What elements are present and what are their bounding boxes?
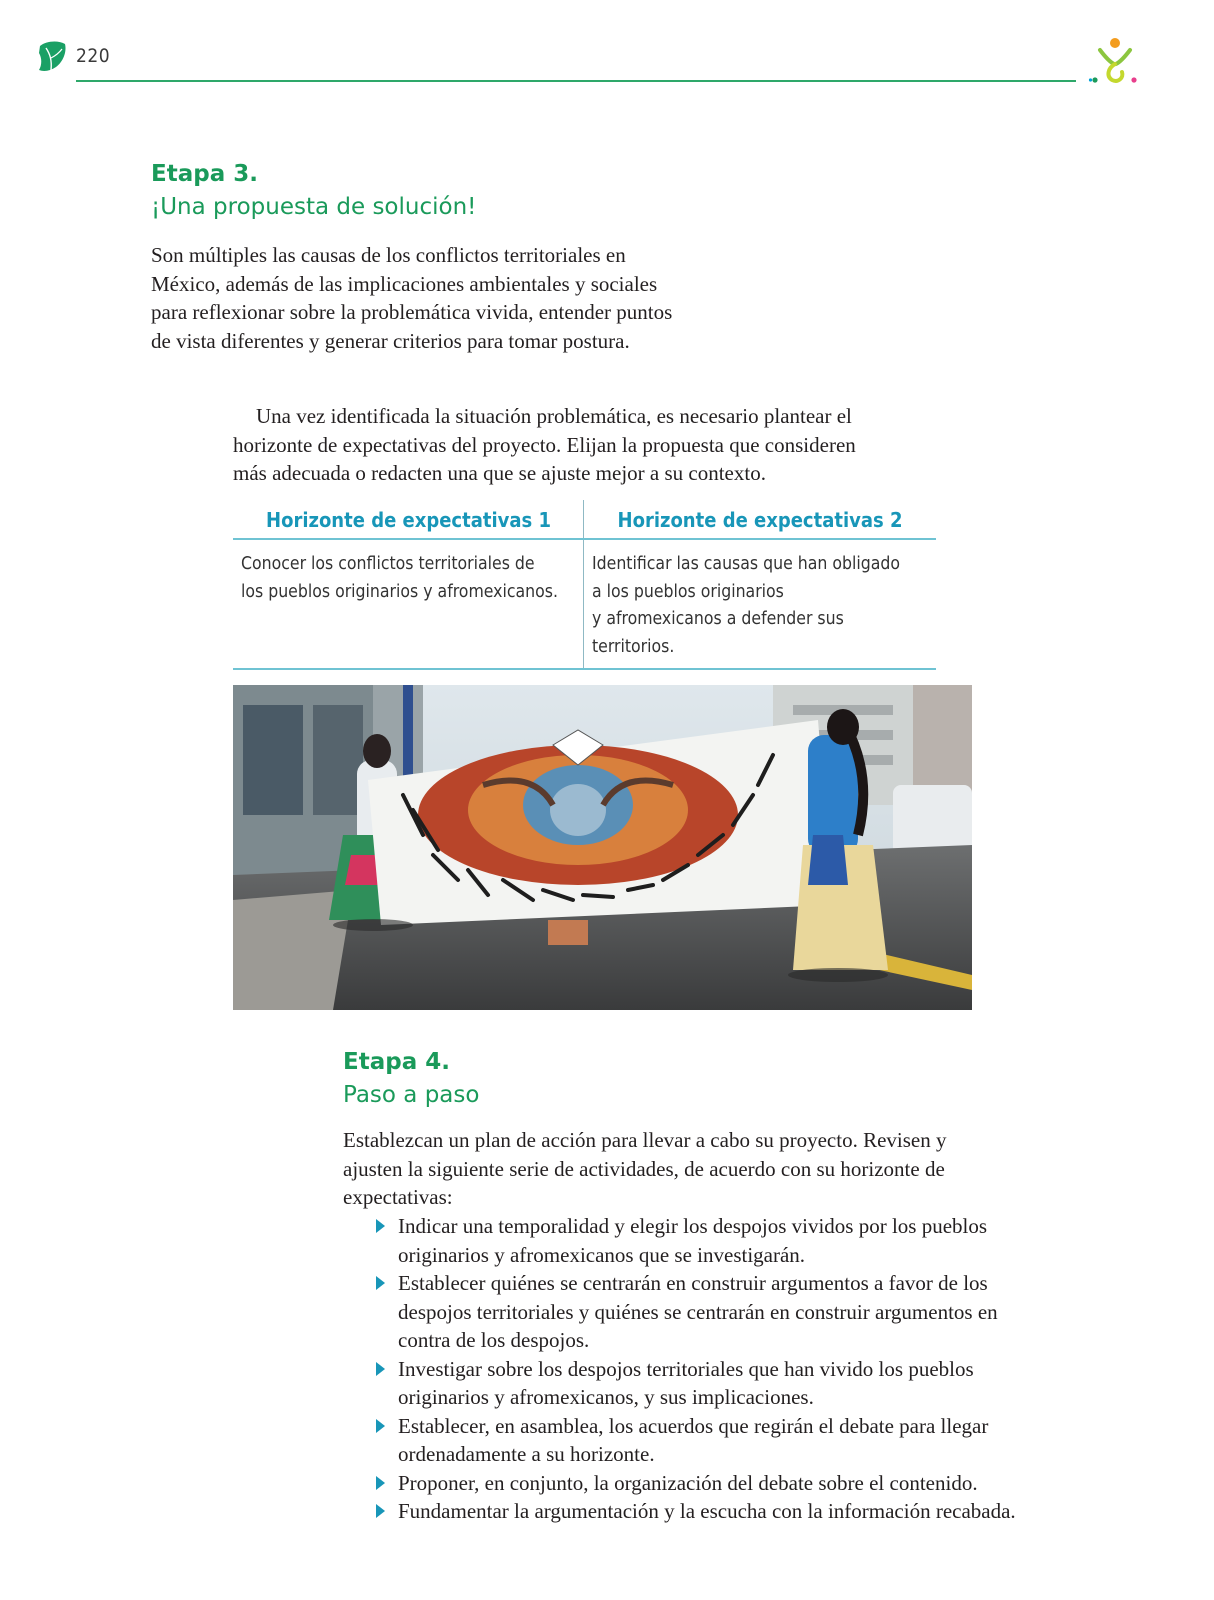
text-line: Proponer, en conjunto, la organización del debate sobre el contenido. bbox=[398, 1470, 978, 1495]
text-line: ajusten la siguiente serie de actividades, de acuerdo con su horizonte de bbox=[343, 1156, 945, 1181]
text-line: Fundamentar la argumentación y la escucha con la información recabada. bbox=[398, 1499, 1016, 1523]
page-number: 220 bbox=[76, 45, 111, 67]
text-line: Una vez identificada la situación problemática, es necesario plantear el bbox=[256, 404, 852, 428]
text-line: Investigar sobre los despojos territoriales que han vivido los pueblos bbox=[398, 1356, 974, 1381]
stage3-label: Etapa 3. bbox=[151, 161, 258, 187]
list-item bbox=[376, 1497, 1036, 1526]
text-line: expectativas: bbox=[343, 1185, 453, 1209]
text-line: y afromexicanos a defender sus bbox=[592, 609, 844, 629]
wixarika-banner-photo bbox=[233, 685, 972, 1010]
text-line: horizonte de expectativas del proyecto. Elijan la propuesta que consideren bbox=[233, 432, 856, 457]
table-bottom-rule bbox=[233, 668, 936, 670]
stage3-subtitle: ¡Una propuesta de solución! bbox=[151, 194, 477, 220]
expectations-table bbox=[233, 498, 936, 670]
page-header bbox=[0, 0, 1214, 100]
text-line: Son múltiples las causas de los conflictos territoriales en bbox=[151, 243, 626, 267]
stage3-intro bbox=[151, 241, 771, 355]
text-line: Establecer, en asamblea, los acuerdos que regirán el debate para llegar bbox=[398, 1413, 989, 1438]
bullet-arrow-icon bbox=[376, 1362, 385, 1376]
text-line: Establezcan un plan de acción para llevar a cabo su proyecto. Revisen y bbox=[343, 1128, 947, 1152]
bullet-arrow-icon bbox=[376, 1219, 385, 1233]
bullet-arrow-icon bbox=[376, 1504, 385, 1518]
bullet-arrow-icon bbox=[376, 1276, 385, 1290]
text-line: Conocer los conflictos territoriales de bbox=[241, 554, 535, 574]
list-item bbox=[376, 1269, 1036, 1355]
text-line: Establecer quiénes se centrarán en construir argumentos a favor de los bbox=[398, 1271, 988, 1295]
text-line: de vista diferentes y generar criterios para tomar postura. bbox=[151, 328, 630, 353]
text-line: para reflexionar sobre la problemática vivida, entender puntos bbox=[151, 300, 673, 324]
stage3-title bbox=[151, 158, 476, 224]
bullet-arrow-icon bbox=[376, 1476, 385, 1490]
green-leaf-icon bbox=[36, 40, 68, 74]
activity-list bbox=[376, 1212, 1036, 1526]
expectation-column-1 bbox=[233, 498, 584, 670]
text-line: despojos territoriales y quiénes se centrarán en construir argumentos en bbox=[398, 1299, 998, 1324]
text-line: ordenadamente a su horizonte. bbox=[398, 1442, 655, 1466]
list-item bbox=[376, 1469, 1036, 1498]
stage3-paragraph bbox=[233, 402, 963, 488]
text-line: Indicar una temporalidad y elegir los despojos vividos por los pueblos bbox=[398, 1214, 988, 1238]
text-line: México, además de las implicaciones ambientales y sociales bbox=[151, 271, 658, 296]
table-divider bbox=[583, 500, 584, 670]
text-line: más adecuada o redacten una que se ajuste mejor a su contexto. bbox=[233, 461, 766, 485]
list-item bbox=[376, 1212, 1036, 1269]
expectation-heading-1: Horizonte de expectativas 1 bbox=[266, 508, 551, 532]
expectation-heading-2: Horizonte de expectativas 2 bbox=[617, 508, 903, 532]
expectation-text-1 bbox=[241, 551, 579, 606]
text-line: a los pueblos originarios bbox=[592, 581, 784, 602]
stage4-intro bbox=[343, 1126, 1043, 1212]
text-line: contra de los despojos. bbox=[398, 1328, 590, 1352]
text-line: territorios. bbox=[592, 636, 675, 657]
colorful-figure-logo-icon bbox=[1088, 36, 1140, 86]
text-line: Identificar las causas que han obligado bbox=[592, 554, 901, 574]
text-line: los pueblos originarios y afromexicanos. bbox=[241, 581, 558, 602]
stage4-title bbox=[343, 1046, 479, 1112]
expectation-column-2 bbox=[584, 498, 936, 670]
stage4-label: Etapa 4. bbox=[343, 1049, 450, 1075]
expectation-text-2 bbox=[592, 551, 930, 661]
text-line: originarios y afromexicanos que se investigarán. bbox=[398, 1242, 806, 1267]
table-header-rule bbox=[233, 538, 936, 540]
text-line: originarios y afromexicanos, y sus implicaciones. bbox=[398, 1385, 814, 1409]
bullet-arrow-icon bbox=[376, 1419, 385, 1433]
list-item bbox=[376, 1355, 1036, 1412]
stage4-subtitle: Paso a paso bbox=[343, 1082, 480, 1108]
header-rule bbox=[76, 80, 1076, 82]
list-item bbox=[376, 1412, 1036, 1469]
